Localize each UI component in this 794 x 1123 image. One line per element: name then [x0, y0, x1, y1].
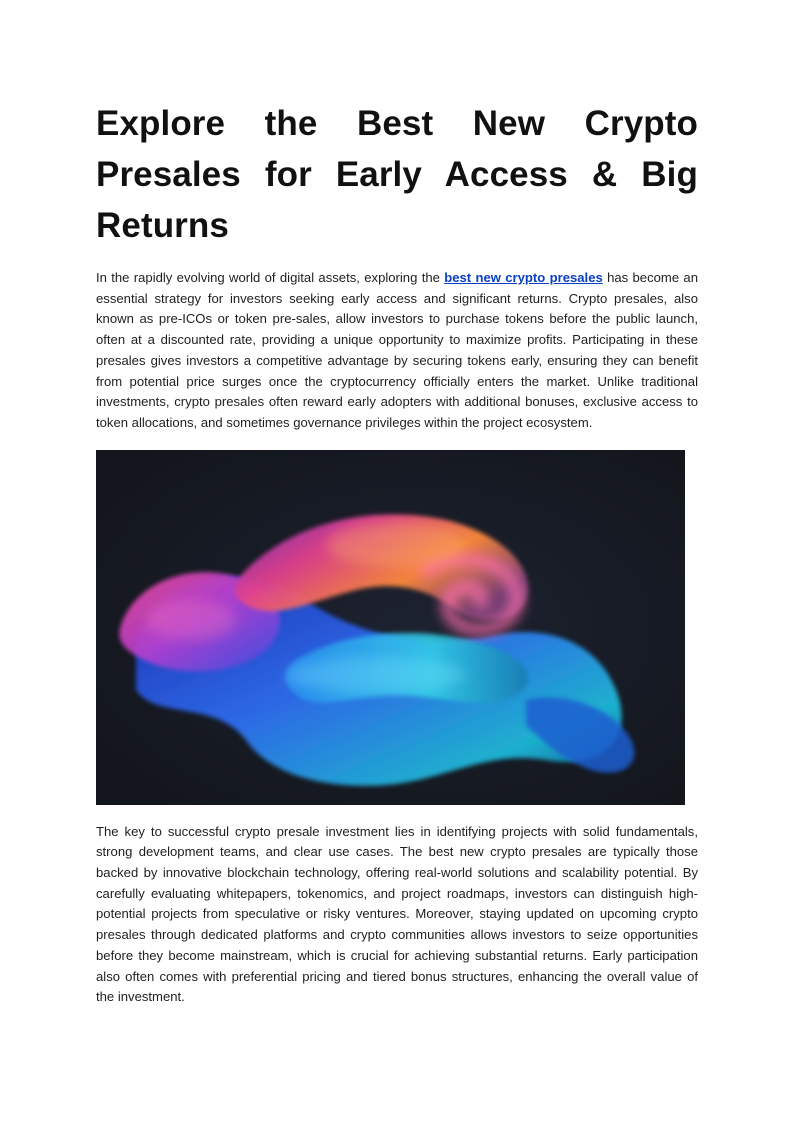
intro-text-after-link: has become an essential strategy for investors seeking early access and significant returns. Crypto presales, also known as pre-ICOs or token pre-sales, allow investors to purchase tokens before the public launch, often at a discounted rate, providing a unique opportunity to maximize profits. Participating in these presales gives investors a competitive advantage by securing tokens early, ensuring they can benefit from potential price surges once the cryptocurrency officially enters the market. Unlike traditional investments, crypto presales often reward early adopters with additional bonuses, exclusive access to token allocations, and sometimes governance privileges within the project ecosystem. [96, 270, 698, 430]
intro-text-before-link: In the rapidly evolving world of digital assets, exploring the [96, 270, 445, 285]
document-page [96, 0, 698, 1008]
intro-paragraph [96, 268, 698, 434]
body-paragraph: The key to successful crypto presale investment lies in identifying projects with solid fundamentals, strong development teams, and clear use cases. The best new crypto presales are typically those backed by innovative blockchain technology, offering real-world solutions and scalability potential. By carefully evaluating whitepapers, tokenomics, and project roadmaps, investors can distinguish high-potential projects from speculative or risky ventures. Moreover, staying updated on upcoming crypto presales through dedicated platforms and crypto communities allows investors to seize opportunities before they become mainstream, which is crucial for achieving substantial returns. Early participation also often comes with preferential pricing and tiered bonus structures, enhancing the overall value of the investment. [96, 823, 698, 1005]
best-new-crypto-presales-link[interactable]: best new crypto presales [444, 270, 603, 285]
abstract-fluid-illustration [96, 450, 685, 805]
abstract-fluid-image [96, 450, 685, 805]
article-title: Explore the Best New Crypto Presales for Early Access & Big Returns [96, 104, 698, 245]
